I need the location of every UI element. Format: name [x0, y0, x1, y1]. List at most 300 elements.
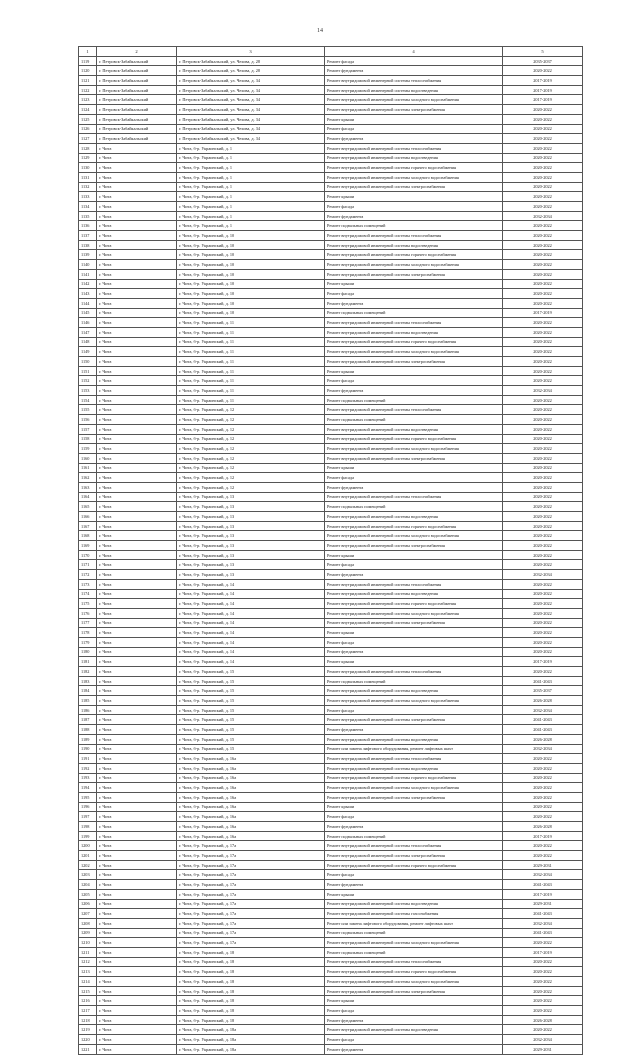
work-type-cell: Ремонт подвальных помещений	[325, 947, 503, 957]
municipality-cell: г. Чита	[97, 260, 177, 270]
address-cell: г. Чита, б-р. Украинский, д. 12	[177, 415, 325, 425]
row-number-cell: 1181	[79, 657, 97, 667]
municipality-cell: г. Петровск-Забайкальский	[97, 124, 177, 134]
table-row	[79, 531, 583, 541]
work-type-cell: Ремонт внутридомовой инженерной системы холодного водоснабжения	[325, 95, 503, 105]
work-type-cell: Ремонт крыши	[325, 550, 503, 560]
row-number-cell: 1138	[79, 240, 97, 250]
municipality-cell: г. Чита	[97, 289, 177, 299]
table-row	[79, 628, 583, 638]
row-number-cell: 1200	[79, 841, 97, 851]
period-cell: 2020-2022	[503, 231, 583, 241]
municipality-cell: г. Петровск-Забайкальский	[97, 56, 177, 66]
municipality-cell: г. Чита	[97, 521, 177, 531]
row-number-cell: 1151	[79, 366, 97, 376]
municipality-cell: г. Чита	[97, 870, 177, 880]
period-cell: 2041-2043	[503, 715, 583, 725]
work-type-cell: Ремонт фасада	[325, 1035, 503, 1045]
row-number-cell: 1194	[79, 783, 97, 793]
address-cell: г. Чита, б-р. Украинский, д. 1	[177, 172, 325, 182]
address-cell: г. Чита, б-р. Украинский, д. 15	[177, 686, 325, 696]
table-row	[79, 279, 583, 289]
municipality-cell: г. Чита	[97, 250, 177, 260]
work-type-cell: Ремонт фундамента	[325, 386, 503, 396]
work-type-cell: Ремонт крыши	[325, 463, 503, 473]
table-row	[79, 676, 583, 686]
work-type-cell: Ремонт крыши	[325, 366, 503, 376]
work-type-cell: Ремонт внутридомовой инженерной системы водоотведения	[325, 734, 503, 744]
address-cell: г. Чита, б-р. Украинский, д. 16а	[177, 783, 325, 793]
row-number-cell: 1142	[79, 279, 97, 289]
row-number-cell: 1182	[79, 667, 97, 677]
row-number-cell: 1121	[79, 76, 97, 86]
address-cell: г. Чита, б-р. Украинский, д. 16а	[177, 792, 325, 802]
row-number-cell: 1179	[79, 637, 97, 647]
table-row	[79, 880, 583, 890]
row-number-cell: 1154	[79, 395, 97, 405]
municipality-cell: г. Чита	[97, 841, 177, 851]
address-cell: г. Чита, б-р. Украинский, д. 13	[177, 512, 325, 522]
row-number-cell: 1170	[79, 550, 97, 560]
table-row	[79, 570, 583, 580]
municipality-cell: г. Чита	[97, 977, 177, 987]
municipality-cell: г. Чита	[97, 182, 177, 192]
period-cell: 2020-2022	[503, 250, 583, 260]
column-header-address: 3	[177, 47, 325, 57]
address-cell: г. Чита, б-р. Украинский, д. 18	[177, 947, 325, 957]
period-cell: 2032-2034	[503, 386, 583, 396]
address-cell: г. Чита, б-р. Украинский, д. 11	[177, 366, 325, 376]
row-number-cell: 1160	[79, 453, 97, 463]
row-number-cell: 1169	[79, 541, 97, 551]
row-number-cell: 1205	[79, 889, 97, 899]
period-cell: 2020-2022	[503, 172, 583, 182]
work-type-cell: Ремонт внутридомовой инженерной системы холодного водоснабжения	[325, 977, 503, 987]
table-row	[79, 734, 583, 744]
table-row	[79, 405, 583, 415]
period-cell: 2020-2022	[503, 327, 583, 337]
address-cell: г. Чита, б-р. Украинский, д. 15	[177, 667, 325, 677]
table-row	[79, 395, 583, 405]
period-cell: 2020-2022	[503, 453, 583, 463]
address-cell: г. Чита, б-р. Украинский, д. 14	[177, 657, 325, 667]
municipality-cell: г. Петровск-Забайкальский	[97, 134, 177, 144]
table-row	[79, 337, 583, 347]
table-row	[79, 318, 583, 328]
row-number-cell: 1193	[79, 773, 97, 783]
row-number-cell: 1201	[79, 851, 97, 861]
work-type-cell: Ремонт крыши	[325, 628, 503, 638]
municipality-cell: г. Чита	[97, 279, 177, 289]
row-number-cell: 1162	[79, 473, 97, 483]
row-number-cell: 1148	[79, 337, 97, 347]
work-type-cell: Ремонт внутридомовой инженерной системы холодного водоснабжения	[325, 172, 503, 182]
row-number-cell: 1210	[79, 938, 97, 948]
work-type-cell: Ремонт внутридомовой инженерной системы горячего водоснабжения	[325, 337, 503, 347]
address-cell: г. Чита, б-р. Украинский, д. 17а	[177, 938, 325, 948]
address-cell: г. Чита, б-р. Украинский, д. 14	[177, 589, 325, 599]
address-cell: г. Чита, б-р. Украинский, д. 15	[177, 715, 325, 725]
work-type-cell: Ремонт внутридомовой инженерной системы водоотведения	[325, 240, 503, 250]
address-cell: г. Чита, б-р. Украинский, д. 13	[177, 521, 325, 531]
row-number-cell: 1218	[79, 1015, 97, 1025]
work-type-cell: Ремонт или замена лифтового оборудования, ремонт лифтовых шахт	[325, 918, 503, 928]
work-type-cell: Ремонт фундамента	[325, 1015, 503, 1025]
table-row	[79, 105, 583, 115]
address-cell: г. Чита, б-р. Украинский, д. 13	[177, 492, 325, 502]
work-type-cell: Ремонт подвальных помещений	[325, 502, 503, 512]
address-cell: г. Чита, б-р. Украинский, д. 15	[177, 725, 325, 735]
period-cell: 2020-2022	[503, 337, 583, 347]
period-cell: 2020-2022	[503, 298, 583, 308]
table-row	[79, 289, 583, 299]
address-cell: г. Чита, б-р. Украинский, д. 17а	[177, 928, 325, 938]
municipality-cell: г. Чита	[97, 570, 177, 580]
municipality-cell: г. Чита	[97, 938, 177, 948]
work-type-cell: Ремонт внутридомовой инженерной системы электроснабжения	[325, 453, 503, 463]
municipality-cell: г. Чита	[97, 424, 177, 434]
municipality-cell: г. Чита	[97, 773, 177, 783]
period-cell: 2020-2022	[503, 977, 583, 987]
work-type-cell: Ремонт внутридомовой инженерной системы горячего водоснабжения	[325, 967, 503, 977]
row-number-cell: 1125	[79, 114, 97, 124]
municipality-cell: г. Чита	[97, 647, 177, 657]
table-row	[79, 240, 583, 250]
period-cell: 2020-2022	[503, 773, 583, 783]
row-number-cell: 1136	[79, 221, 97, 231]
row-number-cell: 1196	[79, 802, 97, 812]
address-cell: г. Чита, б-р. Украинский, д. 13	[177, 531, 325, 541]
table-row	[79, 366, 583, 376]
municipality-cell: г. Чита	[97, 221, 177, 231]
row-number-cell: 1139	[79, 250, 97, 260]
municipality-cell: г. Чита	[97, 172, 177, 182]
address-cell: г. Чита, б-р. Украинский, д. 12	[177, 434, 325, 444]
table-row	[79, 773, 583, 783]
address-cell: г. Чита, б-р. Украинский, д. 18	[177, 996, 325, 1006]
table-row	[79, 424, 583, 434]
address-cell: г. Петровск-Забайкальский, ул. Чехова, д. 34	[177, 124, 325, 134]
work-type-cell: Ремонт внутридомовой инженерной системы электроснабжения	[325, 357, 503, 367]
period-cell: 2020-2022	[503, 279, 583, 289]
table-row	[79, 589, 583, 599]
period-cell: 2020-2022	[503, 502, 583, 512]
municipality-cell: г. Чита	[97, 783, 177, 793]
address-cell: г. Чита, б-р. Украинский, д. 16а	[177, 773, 325, 783]
work-type-cell: Ремонт внутридомовой инженерной системы электроснабжения	[325, 851, 503, 861]
table-row	[79, 899, 583, 909]
period-cell: 2020-2022	[503, 851, 583, 861]
address-cell: г. Чита, б-р. Украинский, д. 18а	[177, 1025, 325, 1035]
table-row	[79, 211, 583, 221]
municipality-cell: г. Чита	[97, 502, 177, 512]
row-number-cell: 1150	[79, 357, 97, 367]
work-type-cell: Ремонт внутридомовой инженерной системы теплоснабжения	[325, 957, 503, 967]
municipality-cell: г. Чита	[97, 395, 177, 405]
period-cell: 2026-2028	[503, 696, 583, 706]
address-cell: г. Чита, б-р. Украинский, д. 16а	[177, 754, 325, 764]
period-cell: 2020-2022	[503, 482, 583, 492]
table-row	[79, 637, 583, 647]
period-cell: 2020-2022	[503, 541, 583, 551]
address-cell: г. Петровск-Забайкальский, ул. Чехова, д. 34	[177, 134, 325, 144]
table-row	[79, 870, 583, 880]
work-type-cell: Ремонт или замена лифтового оборудования, ремонт лифтовых шахт	[325, 744, 503, 754]
address-cell: г. Чита, б-р. Украинский, д. 11	[177, 337, 325, 347]
address-cell: г. Чита, б-р. Украинский, д. 13	[177, 541, 325, 551]
row-number-cell: 1134	[79, 202, 97, 212]
work-type-cell: Ремонт фасада	[325, 473, 503, 483]
column-header-work-type: 4	[325, 47, 503, 57]
municipality-cell: г. Чита	[97, 386, 177, 396]
municipality-cell: г. Чита	[97, 705, 177, 715]
address-cell: г. Чита, б-р. Украинский, д. 12	[177, 482, 325, 492]
table-row	[79, 415, 583, 425]
address-cell: г. Чита, б-р. Украинский, д. 16а	[177, 831, 325, 841]
table-row	[79, 1006, 583, 1016]
work-type-cell: Ремонт внутридомовой инженерной системы теплоснабжения	[325, 492, 503, 502]
address-cell: г. Чита, б-р. Украинский, д. 18а	[177, 1035, 325, 1045]
municipality-cell: г. Чита	[97, 589, 177, 599]
table-row	[79, 657, 583, 667]
table-row	[79, 134, 583, 144]
row-number-cell: 1192	[79, 763, 97, 773]
work-type-cell: Ремонт внутридомовой инженерной системы горячего водоснабжения	[325, 250, 503, 260]
period-cell: 2020-2022	[503, 550, 583, 560]
work-type-cell: Ремонт внутридомовой инженерной системы водоотведения	[325, 686, 503, 696]
address-cell: г. Чита, б-р. Украинский, д. 18	[177, 957, 325, 967]
work-type-cell: Ремонт фасада	[325, 289, 503, 299]
row-number-cell: 1156	[79, 415, 97, 425]
period-cell: 2041-2043	[503, 880, 583, 890]
work-type-cell: Ремонт внутридомовой инженерной системы электроснабжения	[325, 105, 503, 115]
table-row	[79, 686, 583, 696]
period-cell: 2029-2031	[503, 899, 583, 909]
period-cell: 2020-2022	[503, 347, 583, 357]
period-cell: 2020-2022	[503, 143, 583, 153]
period-cell: 2041-2043	[503, 676, 583, 686]
table-row	[79, 928, 583, 938]
work-type-cell: Ремонт внутридомовой инженерной системы водоотведения	[325, 327, 503, 337]
table-row	[79, 744, 583, 754]
table-body	[79, 56, 583, 1054]
table-row	[79, 231, 583, 241]
work-type-cell: Ремонт внутридомовой инженерной системы холодного водоснабжения	[325, 444, 503, 454]
municipality-cell: г. Чита	[97, 512, 177, 522]
table-row	[79, 376, 583, 386]
address-cell: г. Чита, б-р. Украинский, д. 1	[177, 143, 325, 153]
municipality-cell: г. Чита	[97, 1044, 177, 1054]
table-row	[79, 482, 583, 492]
address-cell: г. Чита, б-р. Украинский, д. 15	[177, 696, 325, 706]
work-type-cell: Ремонт внутридомовой инженерной системы холодного водоснабжения	[325, 347, 503, 357]
municipality-cell: г. Чита	[97, 463, 177, 473]
row-number-cell: 1190	[79, 744, 97, 754]
period-cell: 2020-2022	[503, 754, 583, 764]
municipality-cell: г. Чита	[97, 492, 177, 502]
address-cell: г. Чита, б-р. Украинский, д. 16а	[177, 812, 325, 822]
row-number-cell: 1221	[79, 1044, 97, 1054]
period-cell: 2020-2022	[503, 628, 583, 638]
row-number-cell: 1127	[79, 134, 97, 144]
row-number-cell: 1123	[79, 95, 97, 105]
address-cell: г. Чита, б-р. Украинский, д. 1	[177, 153, 325, 163]
row-number-cell: 1171	[79, 560, 97, 570]
work-type-cell: Ремонт фасада	[325, 812, 503, 822]
municipality-cell: г. Чита	[97, 812, 177, 822]
work-type-cell: Ремонт внутридомовой инженерной системы теплоснабжения	[325, 143, 503, 153]
period-cell: 2020-2022	[503, 608, 583, 618]
work-type-cell: Ремонт внутридомовой инженерной системы теплоснабжения	[325, 405, 503, 415]
work-type-cell: Ремонт внутридомовой инженерной системы холодного водоснабжения	[325, 696, 503, 706]
work-type-cell: Ремонт фундамента	[325, 211, 503, 221]
table-row	[79, 56, 583, 66]
address-cell: г. Чита, б-р. Украинский, д. 10	[177, 269, 325, 279]
municipality-cell: г. Чита	[97, 541, 177, 551]
period-cell: 2032-2034	[503, 705, 583, 715]
work-type-cell: Ремонт внутридомовой инженерной системы водоотведения	[325, 512, 503, 522]
row-number-cell: 1180	[79, 647, 97, 657]
column-header-number: 1	[79, 47, 97, 57]
period-cell: 2035-2037	[503, 56, 583, 66]
address-cell: г. Чита, б-р. Украинский, д. 1	[177, 182, 325, 192]
row-number-cell: 1187	[79, 715, 97, 725]
table-row	[79, 560, 583, 570]
row-number-cell: 1186	[79, 705, 97, 715]
address-cell: г. Чита, б-р. Украинский, д. 18а	[177, 1044, 325, 1054]
row-number-cell: 1212	[79, 957, 97, 967]
table-row	[79, 153, 583, 163]
table-row	[79, 947, 583, 957]
row-number-cell: 1120	[79, 66, 97, 76]
municipality-cell: г. Чита	[97, 696, 177, 706]
address-cell: г. Чита, б-р. Украинский, д. 10	[177, 289, 325, 299]
address-cell: г. Чита, б-р. Украинский, д. 11	[177, 327, 325, 337]
row-number-cell: 1208	[79, 918, 97, 928]
period-cell: 2020-2022	[503, 560, 583, 570]
row-number-cell: 1141	[79, 269, 97, 279]
period-cell: 2020-2022	[503, 802, 583, 812]
work-type-cell: Ремонт внутридомовой инженерной системы водоотведения	[325, 85, 503, 95]
work-type-cell: Ремонт фасада	[325, 705, 503, 715]
row-number-cell: 1143	[79, 289, 97, 299]
address-cell: г. Чита, б-р. Украинский, д. 18	[177, 1015, 325, 1025]
work-type-cell: Ремонт фасада	[325, 870, 503, 880]
address-cell: г. Чита, б-р. Украинский, д. 12	[177, 453, 325, 463]
row-number-cell: 1132	[79, 182, 97, 192]
period-cell: 2020-2022	[503, 153, 583, 163]
municipality-cell: г. Чита	[97, 482, 177, 492]
address-cell: г. Чита, б-р. Украинский, д. 17а	[177, 880, 325, 890]
row-number-cell: 1145	[79, 308, 97, 318]
municipality-cell: г. Чита	[97, 909, 177, 919]
period-cell: 2029-2031	[503, 1044, 583, 1054]
period-cell: 2020-2022	[503, 357, 583, 367]
period-cell: 2020-2022	[503, 260, 583, 270]
municipality-cell: г. Чита	[97, 744, 177, 754]
address-cell: г. Чита, б-р. Украинский, д. 10	[177, 260, 325, 270]
address-cell: г. Чита, б-р. Украинский, д. 1	[177, 202, 325, 212]
municipality-cell: г. Чита	[97, 163, 177, 173]
period-cell: 2020-2022	[503, 415, 583, 425]
municipality-cell: г. Петровск-Забайкальский	[97, 95, 177, 105]
work-type-cell: Ремонт внутридомовой инженерной системы электроснабжения	[325, 618, 503, 628]
address-cell: г. Чита, б-р. Украинский, д. 17а	[177, 909, 325, 919]
table-row	[79, 1015, 583, 1025]
table-header-row	[79, 47, 583, 57]
municipality-cell: г. Чита	[97, 415, 177, 425]
municipality-cell: г. Чита	[97, 1006, 177, 1016]
row-number-cell: 1131	[79, 172, 97, 182]
table-row	[79, 705, 583, 715]
table-row	[79, 754, 583, 764]
period-cell: 2020-2022	[503, 395, 583, 405]
period-cell: 2020-2022	[503, 473, 583, 483]
period-cell: 2017-2019	[503, 947, 583, 957]
work-type-cell: Ремонт крыши	[325, 114, 503, 124]
municipality-cell: г. Чита	[97, 676, 177, 686]
work-type-cell: Ремонт фундамента	[325, 482, 503, 492]
municipality-cell: г. Чита	[97, 269, 177, 279]
municipality-cell: г. Чита	[97, 763, 177, 773]
row-number-cell: 1122	[79, 85, 97, 95]
row-number-cell: 1188	[79, 725, 97, 735]
row-number-cell: 1177	[79, 618, 97, 628]
row-number-cell: 1153	[79, 386, 97, 396]
period-cell: 2017-2019	[503, 95, 583, 105]
work-type-cell: Ремонт внутридомовой инженерной системы водоотведения	[325, 899, 503, 909]
table-row	[79, 647, 583, 657]
address-cell: г. Чита, б-р. Украинский, д. 11	[177, 357, 325, 367]
work-type-cell: Ремонт фундамента	[325, 134, 503, 144]
table-row	[79, 783, 583, 793]
address-cell: г. Чита, б-р. Украинский, д. 11	[177, 386, 325, 396]
address-cell: г. Чита, б-р. Украинский, д. 18	[177, 986, 325, 996]
address-cell: г. Чита, б-р. Украинский, д. 13	[177, 560, 325, 570]
work-type-cell: Ремонт фундамента	[325, 66, 503, 76]
municipality-cell: г. Чита	[97, 143, 177, 153]
period-cell: 2020-2022	[503, 424, 583, 434]
municipality-cell: г. Чита	[97, 831, 177, 841]
table-row	[79, 202, 583, 212]
period-cell: 2020-2022	[503, 269, 583, 279]
municipality-cell: г. Чита	[97, 947, 177, 957]
row-number-cell: 1173	[79, 579, 97, 589]
work-type-cell: Ремонт крыши	[325, 802, 503, 812]
work-type-cell: Ремонт подвальных помещений	[325, 415, 503, 425]
work-type-cell: Ремонт фасада	[325, 202, 503, 212]
table-row	[79, 502, 583, 512]
row-number-cell: 1146	[79, 318, 97, 328]
address-cell: г. Чита, б-р. Украинский, д. 14	[177, 618, 325, 628]
period-cell: 2017-2019	[503, 76, 583, 86]
municipality-cell: г. Петровск-Забайкальский	[97, 66, 177, 76]
municipality-cell: г. Чита	[97, 618, 177, 628]
row-number-cell: 1133	[79, 192, 97, 202]
table-row	[79, 1035, 583, 1045]
period-cell: 2020-2022	[503, 986, 583, 996]
page-number: 14	[317, 28, 323, 34]
address-cell: г. Чита, б-р. Украинский, д. 10	[177, 250, 325, 260]
address-cell: г. Чита, б-р. Украинский, д. 17а	[177, 851, 325, 861]
row-number-cell: 1130	[79, 163, 97, 173]
row-number-cell: 1176	[79, 608, 97, 618]
row-number-cell: 1157	[79, 424, 97, 434]
period-cell: 2017-2019	[503, 831, 583, 841]
period-cell: 2029-2031	[503, 860, 583, 870]
work-type-cell: Ремонт внутридомовой инженерной системы холодного водоснабжения	[325, 260, 503, 270]
table-row	[79, 76, 583, 86]
